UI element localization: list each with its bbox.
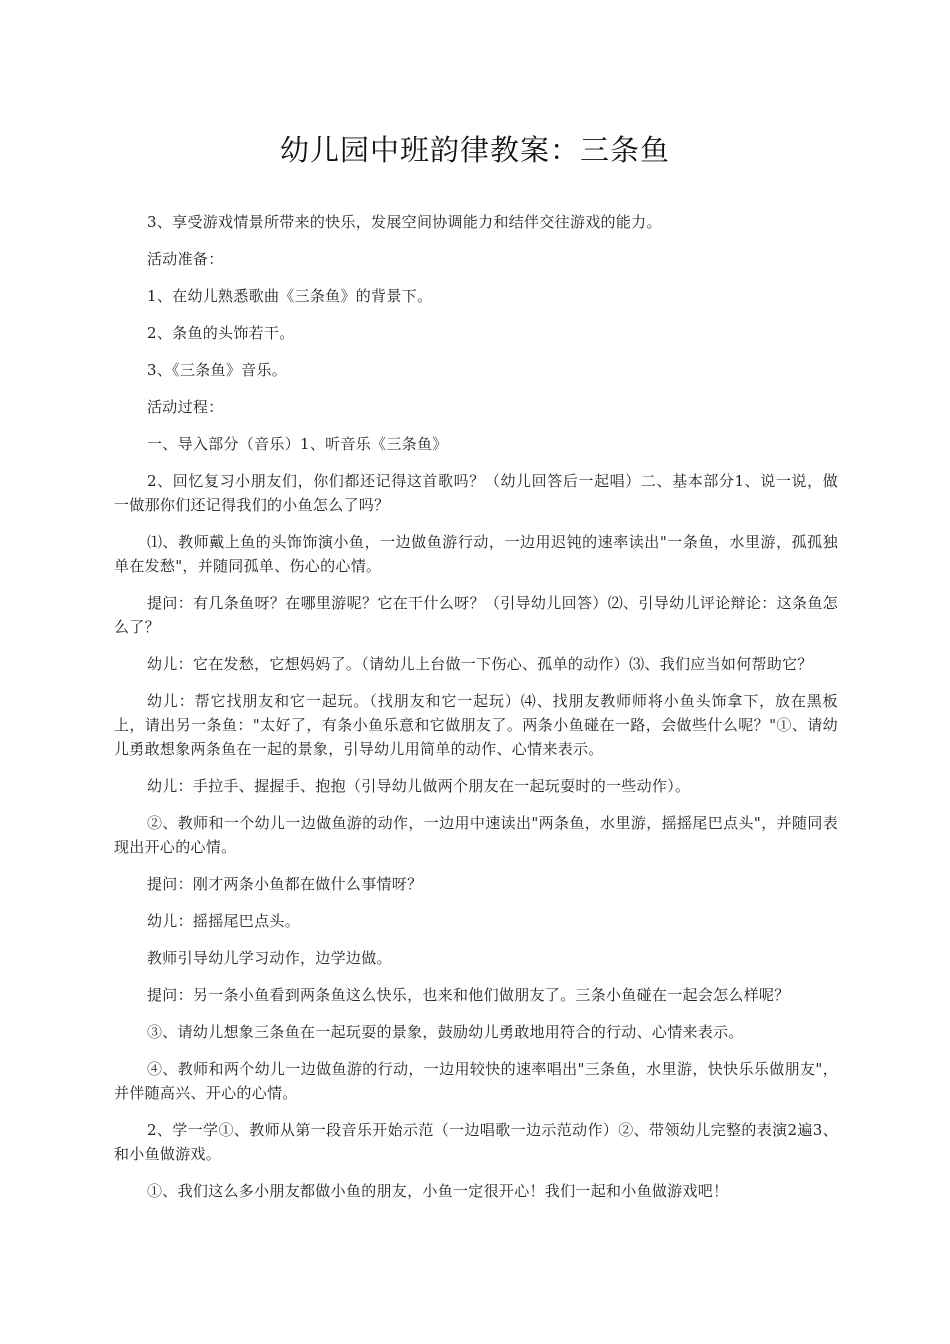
paragraph: 2、学一学①、教师从第一段音乐开始示范（一边唱歌一边示范动作）②、带领幼儿完整的表演2遍3、和小鱼做游戏。 (114, 1121, 838, 1163)
paragraph: ④、教师和两个幼儿一边做鱼游的行动，一边用较快的速率唱出"三条鱼，水里游，快快乐乐做朋友"，并伴随高兴、开心的心情。 (114, 1060, 838, 1102)
paragraph: 幼儿：帮它找朋友和它一起玩。（找朋友和它一起玩）⑷、找朋友教师师将小鱼头饰拿下，放在黑板上，请出另一条鱼："太好了，有条小鱼乐意和它做朋友了。两条小鱼碰在一路，会做些什么呢？"①、请幼儿勇敢想象两条鱼在一起的景象，引导幼儿用简单的动作、心情来表示。 (114, 692, 838, 758)
paragraph: 2、条鱼的头饰若干。 (147, 324, 295, 342)
paragraph: ②、教师和一个幼儿一边做鱼游的动作，一边用中速读出"两条鱼，水里游，摇摇尾巴点头"，并随同表现出开心的心情。 (114, 814, 838, 856)
paragraph: ⑴、教师戴上鱼的头饰饰演小鱼，一边做鱼游行动，一边用迟钝的速率读出"一条鱼，水里游，孤孤独单在发愁"，并随同孤单、伤心的心情。 (114, 533, 838, 575)
paragraph: 幼儿：它在发愁，它想妈妈了。（请幼儿上台做一下伤心、孤单的动作）⑶、我们应当如何帮助它？ (147, 655, 813, 673)
paragraph: 活动过程： (147, 398, 224, 416)
paragraph: 幼儿：摇摇尾巴点头。 (147, 912, 301, 930)
paragraph: 3、《三条鱼》音乐。 (147, 361, 288, 379)
document-body (114, 210, 838, 1216)
document-title: 幼儿园中班韵律教案：三条鱼 (279, 133, 670, 167)
paragraph: 活动准备： (147, 250, 224, 268)
paragraph: ①、我们这么多小朋友都做小鱼的朋友，小鱼一定很开心！我们一起和小鱼做游戏吧！ (147, 1182, 729, 1200)
paragraph: 幼儿：手拉手、握握手、抱抱（引导幼儿做两个朋友在一起玩耍时的一些动作）。 (147, 777, 691, 795)
paragraph: 提问：另一条小鱼看到两条鱼这么快乐，也来和他们做朋友了。三条小鱼碰在一起会怎么样呢？ (147, 986, 790, 1004)
paragraph: 3、享受游戏情景所带来的快乐，发展空间协调能力和结伴交往游戏的能力。 (147, 213, 662, 231)
paragraph: 提问：刚才两条小鱼都在做什么事情呀？ (147, 875, 423, 893)
paragraph: 提问：有几条鱼呀？在哪里游呢？它在干什么呀？（引导幼儿回答）⑵、引导幼儿评论辩论：这条鱼怎么了？ (114, 594, 838, 636)
paragraph: 一、导入部分（音乐）1、听音乐《三条鱼》 (147, 435, 448, 453)
paragraph: 教师引导幼儿学习动作，边学边做。 (147, 949, 392, 967)
paragraph: 1、在幼儿熟悉歌曲《三条鱼》的背景下。 (147, 287, 433, 305)
paragraph: ③、请幼儿想象三条鱼在一起玩耍的景象，鼓励幼儿勇敢地用符合的行动、心情来表示。 (147, 1023, 744, 1041)
paragraph: 2、回忆复习小朋友们，你们都还记得这首歌吗？（幼儿回答后一起唱）二、基本部分1、说一说，做一做那你们还记得我们的小鱼怎么了吗？ (114, 472, 838, 514)
